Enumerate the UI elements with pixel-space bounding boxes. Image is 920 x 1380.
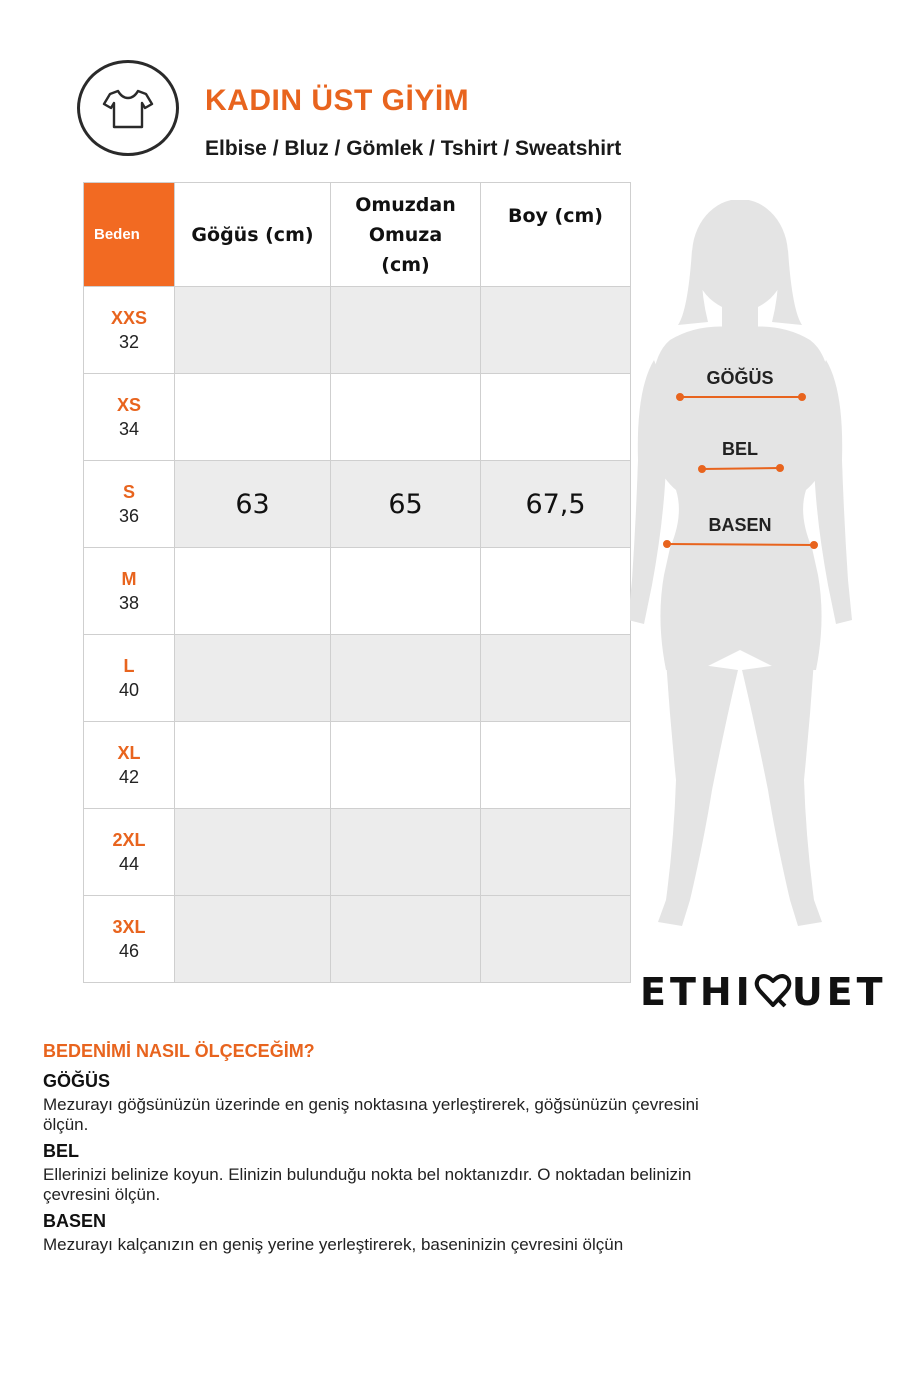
size-label: L xyxy=(123,656,135,676)
gogus-value xyxy=(175,809,331,896)
table-header-row xyxy=(84,183,631,287)
bel-figure-label: BEL xyxy=(722,439,758,459)
size-cell xyxy=(84,548,175,635)
gogus-value xyxy=(175,287,331,374)
page-subtitle: Elbise / Bluz / Gömlek / Tshirt / Sweatshirt xyxy=(205,137,622,160)
basen-measure-line xyxy=(667,544,814,545)
boy-value xyxy=(481,722,631,809)
column-header-omuz: Omuzdan Omuza (cm) xyxy=(331,183,481,287)
guide-text-bel: Ellerinizi belinize koyun. Elinizin bulunduğu nokta bel noktanızdır. O noktadan belinizin çevresini ölçün. xyxy=(43,1165,692,1204)
table-row xyxy=(84,287,631,374)
omuz-value xyxy=(331,635,481,722)
table-row xyxy=(84,635,631,722)
size-label: XL xyxy=(117,743,141,763)
bel-measure-dot xyxy=(777,465,783,471)
size-label: XXS xyxy=(110,308,148,328)
size-chart-table xyxy=(83,182,631,983)
silhouette-head xyxy=(692,200,788,311)
omuz-value: 65 xyxy=(331,461,481,548)
size-number: 36 xyxy=(118,506,140,526)
gogus-figure-label: GÖĞÜS xyxy=(706,368,774,388)
size-cell xyxy=(84,374,175,461)
size-number: 42 xyxy=(118,767,140,787)
gogus-measure-dot xyxy=(799,394,805,400)
size-number: 38 xyxy=(118,593,140,613)
omuz-value xyxy=(331,287,481,374)
gogus-value xyxy=(175,635,331,722)
omuz-value xyxy=(331,548,481,635)
column-header-boy: Boy (cm) xyxy=(481,183,631,287)
size-cell xyxy=(84,809,175,896)
logo-text-right: UET xyxy=(791,970,887,1014)
gogus-value xyxy=(175,896,331,983)
size-number: 44 xyxy=(118,854,140,874)
size-cell xyxy=(84,635,175,722)
boy-value xyxy=(481,809,631,896)
tshirt-icon-badge xyxy=(77,60,179,156)
size-number: 46 xyxy=(118,941,140,961)
boy-value xyxy=(481,374,631,461)
body-silhouette-figure xyxy=(630,200,860,940)
basen-measure-dot xyxy=(811,542,817,548)
size-cell xyxy=(84,722,175,809)
gogus-value: 63 xyxy=(175,461,331,548)
size-number: 32 xyxy=(118,332,140,352)
size-label: M xyxy=(121,569,137,589)
omuz-value xyxy=(331,374,481,461)
size-label: 2XL xyxy=(112,830,146,850)
basen-figure-label: BASEN xyxy=(708,515,772,535)
omuz-value xyxy=(331,722,481,809)
table-row xyxy=(84,896,631,983)
silhouette-left-leg xyxy=(658,660,738,926)
guide-heading-bel: BEL xyxy=(43,1141,79,1161)
boy-value xyxy=(481,896,631,983)
table-row xyxy=(84,809,631,896)
gogus-value xyxy=(175,548,331,635)
size-label: S xyxy=(122,482,135,502)
silhouette-right-leg xyxy=(742,660,822,926)
size-label: XS xyxy=(116,395,141,415)
size-label: 3XL xyxy=(112,917,146,937)
guide-text-basen: Mezurayı kalçanızın en geniş yerine yerleştirerek, baseninizin çevresini ölçün xyxy=(43,1235,624,1254)
column-header-gogus: Göğüs (cm) xyxy=(175,183,331,287)
gogus-value xyxy=(175,722,331,809)
gogus-measure-dot xyxy=(677,394,683,400)
size-number: 34 xyxy=(118,419,140,439)
boy-value: 67,5 xyxy=(481,461,631,548)
table-row xyxy=(84,548,631,635)
guide-heading-basen: BASEN xyxy=(43,1211,107,1231)
bel-measure-line xyxy=(702,468,780,469)
table-row xyxy=(84,722,631,809)
gogus-value xyxy=(175,374,331,461)
tshirt-icon xyxy=(80,63,176,153)
boy-value xyxy=(481,287,631,374)
guide-title: BEDENİMİ NASIL ÖLÇECEĞİM? xyxy=(43,1041,315,1061)
size-number: 40 xyxy=(118,680,140,700)
brand-logo xyxy=(640,970,887,1014)
size-cell xyxy=(84,287,175,374)
omuz-value xyxy=(331,896,481,983)
guide-heading-gogus: GÖĞÜS xyxy=(43,1071,111,1091)
table-row xyxy=(84,374,631,461)
size-cell xyxy=(84,461,175,548)
bel-measure-dot xyxy=(699,466,705,472)
table-row xyxy=(84,461,631,548)
column-header-beden: Beden xyxy=(84,183,175,287)
guide-text-gogus: Mezurayı göğsünüzün üzerinde en geniş noktasına yerleştirerek, göğsünüzün çevresini ölçün. xyxy=(43,1095,699,1134)
boy-value xyxy=(481,548,631,635)
logo-text-left: ETHI xyxy=(640,970,754,1014)
basen-measure-dot xyxy=(664,541,670,547)
omuz-value xyxy=(331,809,481,896)
page-title: KADIN ÜST GİYİM xyxy=(205,84,470,117)
size-cell xyxy=(84,896,175,983)
boy-value xyxy=(481,635,631,722)
heart-icon xyxy=(754,973,792,1009)
